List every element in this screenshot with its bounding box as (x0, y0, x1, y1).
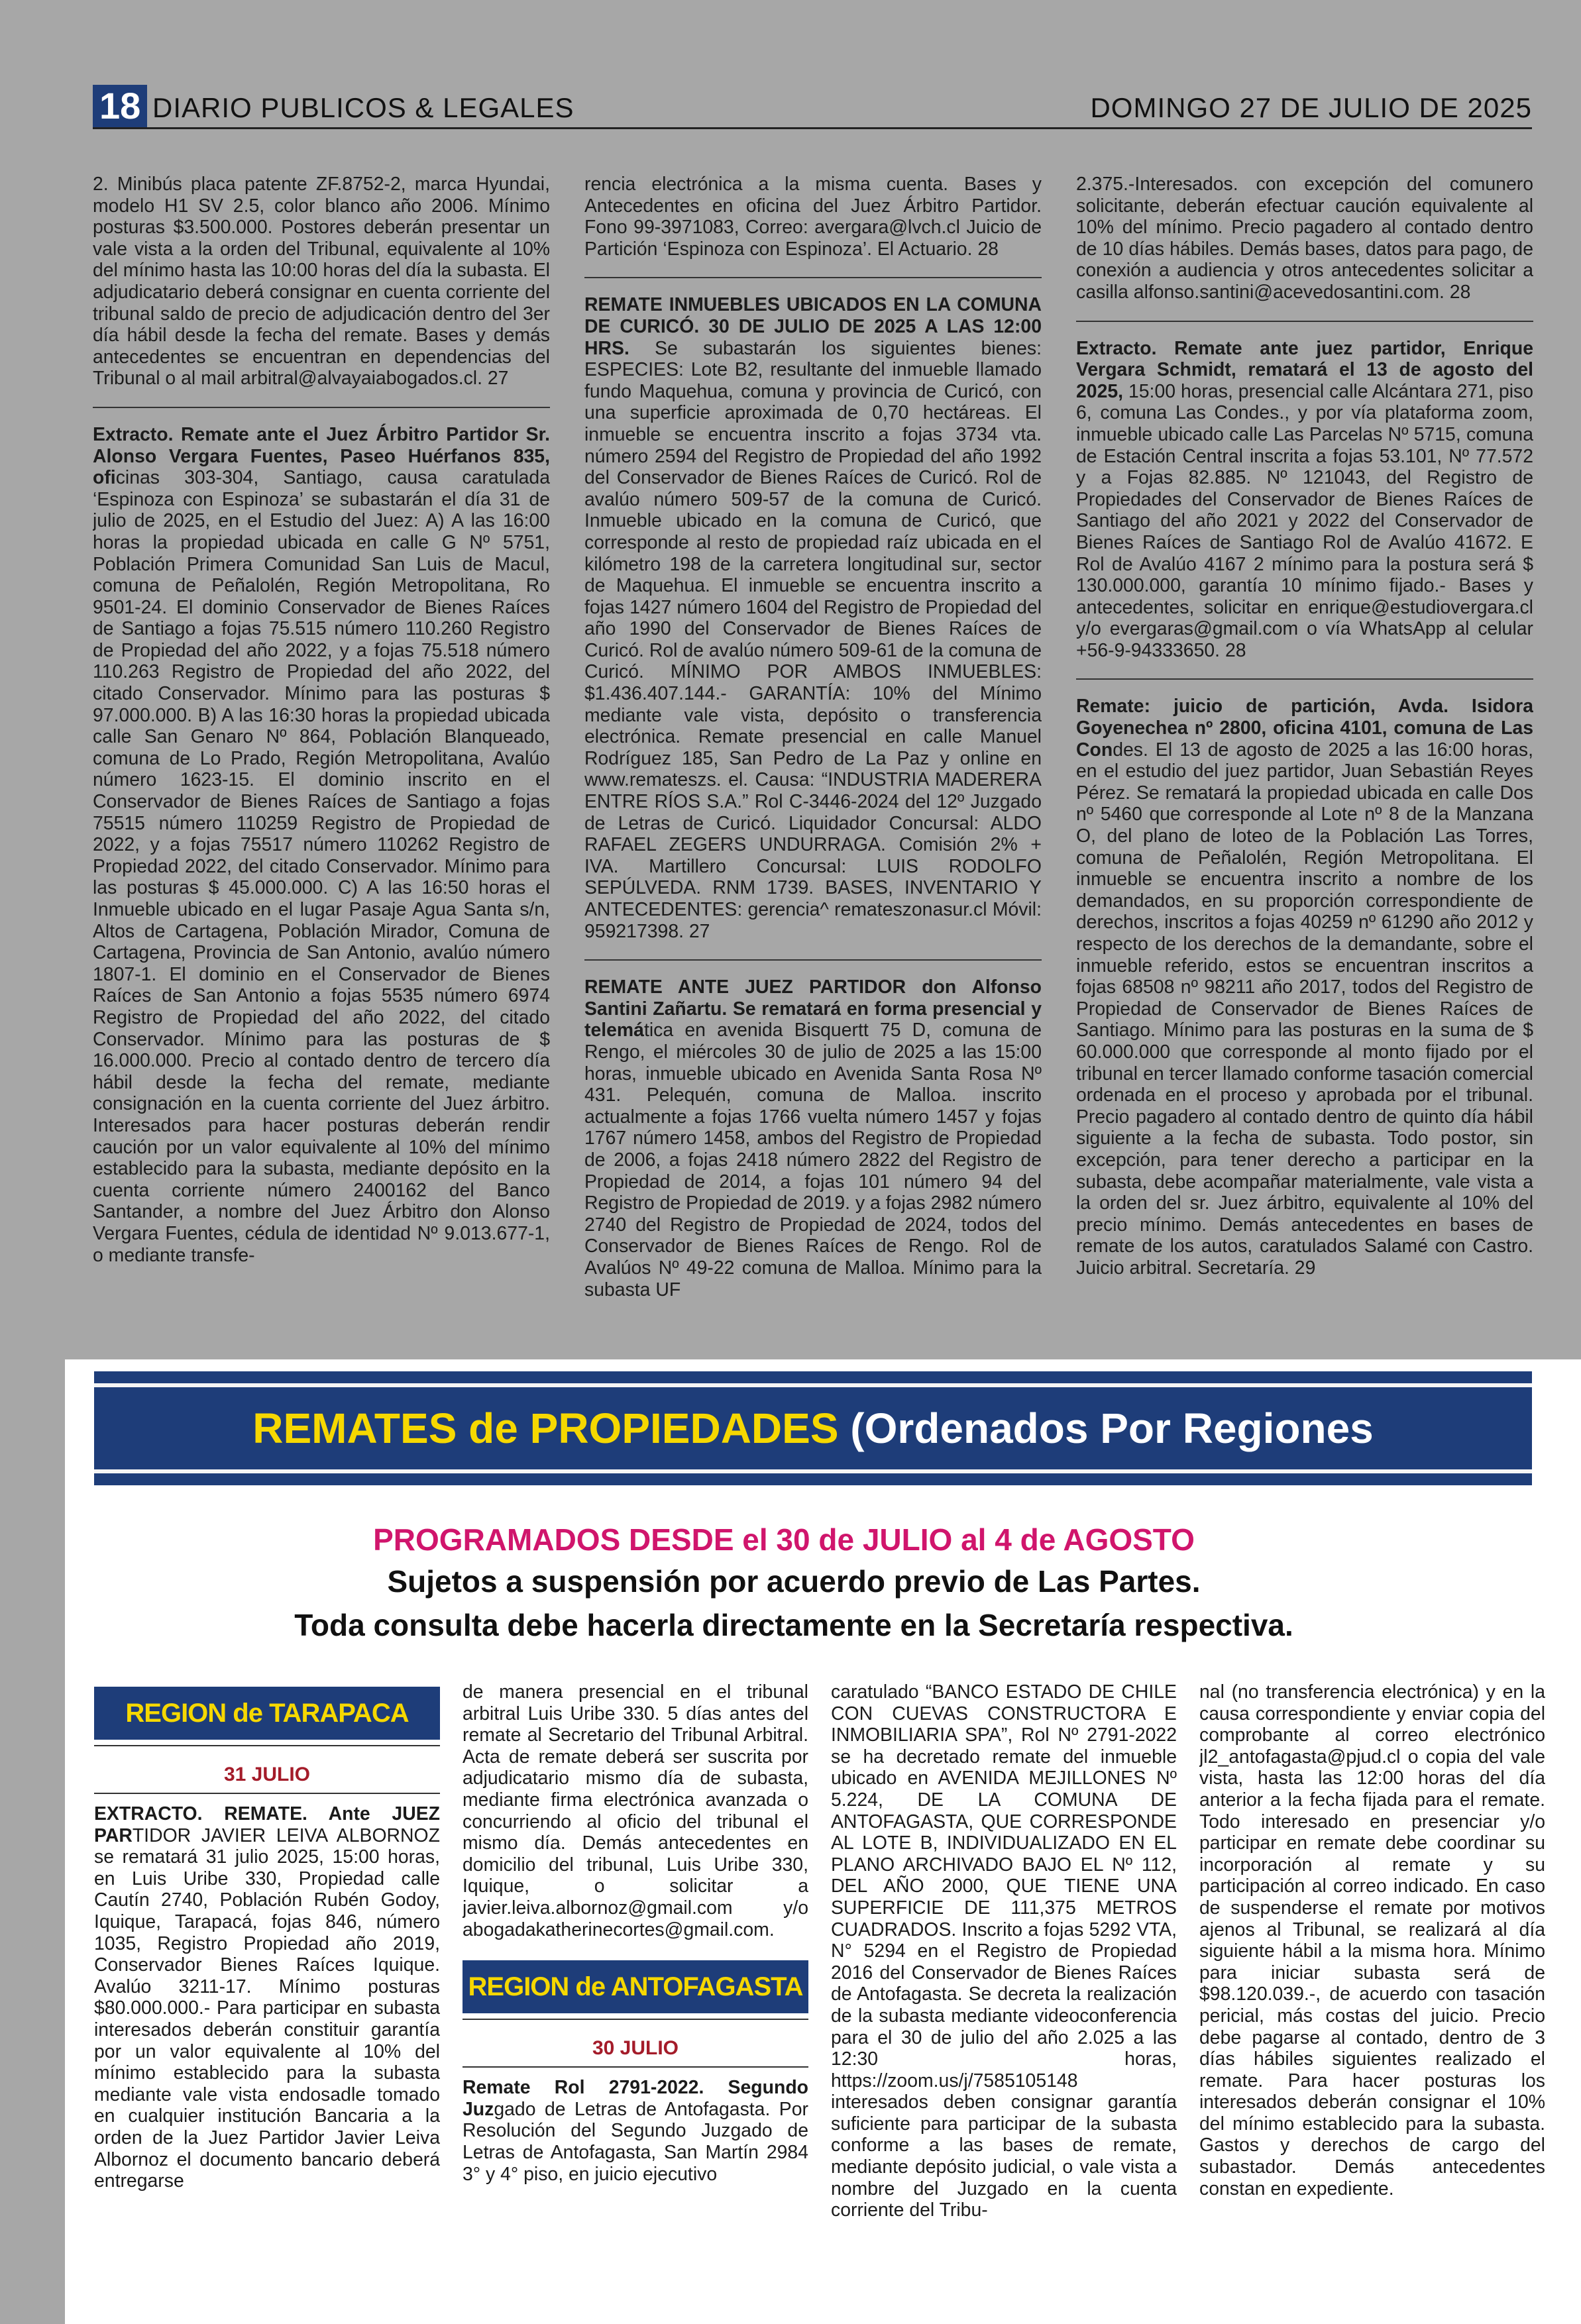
section-column-2 (463, 1681, 808, 2304)
notice (584, 977, 1042, 1300)
column-3 (1076, 174, 1533, 1340)
publication-date: DOMINGO 27 DE JULIO DE 2025 (1090, 92, 1532, 123)
divider (94, 1745, 440, 1746)
programados-line: PROGRAMADOS DESDE el 30 de JULIO al 4 de AGOSTO (373, 1522, 1195, 1557)
column-2 (584, 174, 1042, 1340)
notice-body: cinas 303-304, Santiago, causa caratulada ‘Espinoza con Espinoza’ se subastarán el día 31 de julio de 2025, en el Estudio del Juez: A) A las 16:00 horas la propiedad ubicada en calle G Nº 5751, Población Primera Comunidad San Luis de Macul, comuna de Peñalolén, Región Metropolitana, Ro 9501-24. El dominio Conservador de Bienes Raíces de Santiago a fojas 75.515 número 110.260 Registro de Propiedad del año 2022, y a fojas 75.518 número 110.263 Registro de Propiedad del año 2022, del citado Conservador. Mínimo para las posturas $ 97.000.000. B) A las 16:30 horas la propiedad ubicada calle San Genaro Nº 864, Población Blanqueado, comuna de Lo Prado, Región Metropolitana, Avalúo número 1623-15. El dominio inscrito en el Conservador de Bienes Raíces de Santiago a fojas 75515 número 110259 Registro de Propiedad de 2022, y a fojas 75517 número 110262 Registro de Propiedad 2022, del citado Conservador. Mínimo para las posturas $ 45.000.000. C) A las 16:50 horas el Inmueble ubicado en el lugar Pasaje Agua Santa s/n, Altos de Cartagena, Población Mirador, Comuna de Cartagena, Provincia de San Antonio, avalúo número 1807-1. El dominio en el Conservador de Bienes Raíces de San Antonio a fojas 5535 número 6974 Registro de Propiedad del año 2022, del citado Conservador. Mínimo para las posturas de $ 16.000.000. Precio al contado dentro de tercero día hábil desde la fecha del remate, mediante consignación en la cuenta corriente del Juez árbitro. Interesados para hacer posturas deberán rendir caución por un valor equivalente al 10% del mínimo establecido para la subasta, mediante depósito en la cuenta corriente número 2400162 del Banco Santander, a nombre del Juez Árbitro don Alonso Vergara Fuentes, cédula de identidad Nº 9.013.677-1, o mediante transfe- (93, 467, 550, 1266)
notice-body: Se subastarán los siguientes bienes: ESPECIES: Lote B2, resultante del inmueble llamado fundo Maquehua, comuna y provincia de Curicó, con una superficie aproximada de 0,70 hectáreas. El inmueble se encuentra inscrito a fojas 3734 vta. número 2594 del Registro de Propiedad del año 1992 del Conservador de Bienes Raíces de Curicó. Rol de avalúo número 509-57 de la comuna de Curicó. Inmueble ubicado en la comuna de Curicó, que corresponde al resto de propiedad raíz ubicada en el kilómetro 198 de la carretera longitudinal sur, sector de Maquehua. El inmueble se encuentra inscrito a fojas 1427 número 1604 del Registro de Propiedad del año 1990 del Conservador de Bienes Raíces de Curicó. Rol de avalúo número 509-61 de la comuna de Curicó. MÍNIMO POR AMBOS INMUEBLES: $1.436.407.144.- GARANTÍA: 10% del Mínimo mediante vale vista, depósito o transferencia electrónica. Remate presencial en calle Manuel Rodríguez 185, San Pedro de La Paz y online en www.remateszs. el. Causa: “INDUSTRIA MADERERA ENTRE RÍOS S.A.” Rol C-3446-2024 del 12º Juzgado de Letras de Curicó. Liquidador Concursal: ALDO RAFAEL ZEGERS UNDURRAGA. Comisión 2% + IVA. Martillero Concursal: LUIS RODOLFO SEPÚLVEDA. RNM 1739. BASES, INVENTARIO Y ANTECEDENTES: gerencia^ remateszonasur.cl Móvil: 959217398. 27 (584, 337, 1042, 942)
notice-heading: EXTRACTO. REMATE. Ante JUEZ PAR (94, 1803, 440, 1846)
notice-continued: nal (no transferencia electrónica) y en la causa correspondiente y enviar copia del comprobante al correo electrónico jl2_antofagasta@pjud.cl o copia del vale vista, hasta las 12:00 horas del día anterior a la fecha fijada para el remate. Todo interesado en presenciar y/o participar en remate debe coordinar su incorporación al remate y su participación al correo indicado. En caso de suspenderse el remate por motivos ajenos al Tribunal, se realizará al día siguiente hábil a la misma hora. Mínimo para iniciar subasta será de $98.120.039.-, de acuerdo con tasación pericial, más costas del juicio. Precio debe pagarse al contado, dentro de 3 días hábiles siguientes realizado el remate. Para hacer posturas los interesados deberán consignar el 10% del mínimo establecido para la subasta. Gastos y derechos de cargo del subastador. Demás antecedentes constan en expediente. (1199, 1681, 1545, 2199)
auction-date: 31 JULIO (223, 1764, 311, 1785)
page-number: 18 (93, 85, 147, 127)
remates-section (65, 1359, 1581, 2324)
divider (1076, 321, 1533, 322)
notice-body: 15:00 horas, presencial calle Alcántara 271, piso 6, comuna Las Condes., y por vía plataforma zoom, inmueble ubicado calle Las Parcelas Nº 5715, comuna de Estación Central inscrita a fojas 53.101, Nº 77.572 y a Fojas 82.885. Nº 121043, del Registro de Propiedades del Conservador de Bienes Raíces de Santiago del año 2021 y 2022 del Conservador de Bienes Raíces de Santiago Rol de Avalúo 41672. E Rol de Avalúo 4167 2 mínimo para la postura será $ 130.000.000, garantía 10 mínimo fijado.- Bases y antecedentes, solicitar en enrique@estudiovergara.cl y/o evergaras@gmail.com o vía WhatsApp al celular +56-9-94333650. 28 (1076, 380, 1533, 661)
column-1 (93, 174, 550, 1340)
divider (584, 959, 1042, 961)
notice-body: TIDOR JAVIER LEIVA ALBORNOZ se rematará 31 julio 2025, 15:00 horas, en Luis Uribe 330, Propiedad calle Cautín 2740, Población Rubén Godoy, Iquique, Tarapacá, fojas 846, número 1035, Registro Propiedad año 2019, Conservador Bienes Raíces Iquique. Avalúo 3211-17. Mínimo posturas $80.000.000.- Para participar en subasta interesados deberán constituir garantía por un valor equivalente al 10% del mínimo establecido para la subasta mediante vale vista endosadle tomado en cualquier institución Bancaria a la orden de la Juez Partidor Javier Leiva Albornoz el documento bancario deberá entregarse (94, 1824, 440, 2192)
notice-continued: rencia electrónica a la misma cuenta. Bases y Antecedentes en oficina del Juez Árbitro Partidor. Fono 99-3971083, Correo: avergara@lvch.cl Juicio de Partición ‘Espinoza con Espinoza’. El Actuario. 28 (584, 174, 1042, 260)
notice-body: gado de Letras de Antofagasta. Por Resolución del Segundo Juzgado de Letras de Antofagasta, San Martín 2984 3° y 4° piso, en juicio ejecutivo (463, 2098, 808, 2185)
notice-continued: caratulado “BANCO ESTADO DE CHILE CON CUEVAS CONSTRUCTORA E INMOBILIARIA SPA”, Rol Nº 2791-2022 se ha decretado remate del inmueble ubicado en AVENIDA MEJILLONES Nº 5.224, DE LA COMUNA DE ANTOFAGASTA, QUE CORRESPONDE AL LOTE B, INDIVIDUALIZADO EN EL PLANO ARCHIVADO BAJO EL Nº 112, DEL AÑO 2000, QUE TIENE UNA SUPERFICIE DE 111,375 METROS CUADRADOS. Inscrito a fojas 5292 VTA, N° 5294 en el Registro de Propiedad 2016 del Conservador de Bienes Raíces de Antofagasta. Se decreta la realización de la subasta mediante videoconferencia para el 30 de julio del año 2.025 a las 12:30 horas, https://zoom.us/j/7585105148 interesados deben consignar garantía suficiente para participar de la subasta conforme a las bases de remate, mediante depósito judicial, o vale vista a nombre del Juzgado en la cuenta corriente del Tribu- (831, 1681, 1177, 2221)
notice (463, 2077, 808, 2185)
publication-name: DIARIO PUBLICOS & LEGALES (152, 92, 574, 123)
divider (1076, 678, 1533, 680)
region-heading: REGION de TARAPACA (94, 1687, 440, 1740)
page-header (93, 85, 1532, 129)
section-column-3 (831, 1681, 1177, 2304)
notice-continued: 2.375.-Interesados. con excepción del comunero solicitante, deberán efectuar caución equivalente al 10% del mínimo. Precio pagadero al contado dentro de 10 días hábiles. Demás bases, datos para pago, de conexión a audiencia y otros antecedentes solicitar a casilla alfonso.santini@acevedosantini.com. 28 (1076, 174, 1533, 303)
banner-title (94, 1387, 1532, 1469)
notice-heading: Extracto. Remate ante el Juez Árbitro Partidor Sr. Alonso Vergara Fuentes, Paseo Huérfanos 835, ofi (93, 423, 550, 489)
notice (1076, 696, 1533, 1279)
notice (94, 1803, 440, 2192)
subtitle-consulta: Toda consulta debe hacerla directamente en la Secretaría respectiva. (294, 1608, 1293, 1642)
notice-body: des. El 13 de agosto de 2025 a las 16:00 horas, en el estudio del juez partidor, Juan Sebastián Reyes Pérez. Se rematará la propiedad ubicada en calle Dos nº 5460 que corresponde al Lote nº 8 de la Manzana O, del plano de loteo de la Población Las Torres, comuna de Peñalolén, Región Metropolitana. El inmueble se encuentra inscrito a nombre de los demandados, en su proporción correspondiente de derechos, inscritos a fojas 40259 nº 61290 año 2012 y respecto de los derechos de la demandante, sobre el inmueble referido, estos se encuentran inscritos a fojas 68508 nº 98211 año 2017, todos del Registro de Propiedad de Conservador de Bienes Raíces de Santiago. Mínimo para las posturas en la suma de $ 60.000.000 que corresponde al monto fijado por el tribunal en tercer llamado conforme tasación comercial ordenada en el proceso y aprobada por el tribunal. Precio pagadero al contado dentro de quinto día hábil siguiente a la fecha de subasta. Todo postor, sin excepción, para tener derecho a participar en la subasta, debe acompañar materialmente, vale vista a la orden del sr. Juez árbitro, equivalente al 10% del precio mínimo. Demás antecedentes en bases de remate de los autos, caratulados Salamé con Castro. Juicio arbitral. Secretaría. 29 (1076, 739, 1533, 1279)
notice-heading: Remate Rol 2791-2022. Segundo Juz (463, 2077, 808, 2120)
notice-heading: Remate: juicio de partición, Avda. Isidora Goyenechea nº 2800, oficina 4101, comuna de Las Con (1076, 696, 1533, 761)
subtitle-suspension: Sujetos a suspensión por acuerdo previo de Las Partes. (387, 1564, 1201, 1599)
region-heading: REGION de ANTOFAGASTA (463, 1960, 808, 2013)
notice-heading: Extracto. Remate ante juez partidor, Enrique Vergara Schmidt, rematará el 13 de agosto del 2025, (1076, 337, 1533, 402)
notice-body: tica en avenida Bisquertt 75 D, comuna de Rengo, el miércoles 30 de julio de 2025 a las 15:00 horas, inmueble ubicado en Avenida Santa Rosa Nº 431. Pelequén, comuna de Malloa. inscrito actualmente a fojas 1766 vuelta número 1457 y fojas 1767 número 1458, ambos del Registro de Propiedad de 2006, a fojas 2418 número 2822 del Registro de Propiedad de 2014, a fojas 101 número 94 del Registro de Propiedad de 2019. y a fojas 2982 número 2740 del Registro de Propiedad de 2024, todos del Conservador de Bienes Raíces de Rengo. Rol de Avalúos Nº 49-22 comuna de Malloa. Mínimo para la subasta UF (584, 1020, 1042, 1300)
banner-title-main: REMATES de PROPIEDADES (252, 1404, 839, 1452)
notice-heading: REMATE INMUEBLES UBICADOS EN LA COMUNA DE CURICÓ. 30 DE JULIO DE 2025 A LAS 12:00 HRS. (584, 294, 1042, 359)
notice (93, 424, 550, 1266)
auction-date: 30 JULIO (592, 2037, 679, 2060)
divider (463, 2066, 808, 2068)
divider (94, 1793, 440, 1794)
notice-continued: de manera presencial en el tribunal arbitral Luis Uribe 330. 5 días antes del remate al Secretario del Tribunal Arbitral. Acta de remate deberá ser suscrita por adjudicatario mismo día de subasta, mediante firma electrónica avanzada o concurriendo al oficio del tribunal el mismo día. Demás antecedentes en domicilio del tribunal, Luis Uribe 330, Iquique, o solicitar a javier.leiva.albornoz@gmail.com y/o abogadakatherinecortes@gmail.com. (463, 1681, 808, 1940)
notice (584, 294, 1042, 942)
notice (1076, 338, 1533, 662)
banner-title-sub: (Ordenados Por Regiones (838, 1404, 1374, 1452)
divider (584, 277, 1042, 278)
section-column-1 (94, 1681, 440, 2304)
notice-continued: 2. Minibús placa patente ZF.8752-2, marca Hyundai, modelo H1 SV 2.5, color blanco año 2006. Mínimo posturas $3.500.000. Postores deberán presentar un vale vista a la orden del Tribunal, equivalente al 10% del mínimo hasta las 10:00 horas del día la subasta. El adjudicatario deberá consignar en cuenta corriente del tribunal saldo de precio de adjudicación dentro del 3er día hábil desde la fecha del remate. Bases y demás antecedentes se encuentran en dependencias del Tribunal o al mail arbitral@alvayaiabogados.cl. 27 (93, 174, 550, 390)
section-banner (94, 1383, 1532, 1473)
divider (93, 407, 550, 408)
section-column-4 (1199, 1681, 1545, 2304)
notice-heading: REMATE ANTE JUEZ PARTIDOR don Alfonso Santini Zañartu. Se rematará en forma presencial y telemá (584, 977, 1042, 1041)
divider (463, 2019, 808, 2020)
